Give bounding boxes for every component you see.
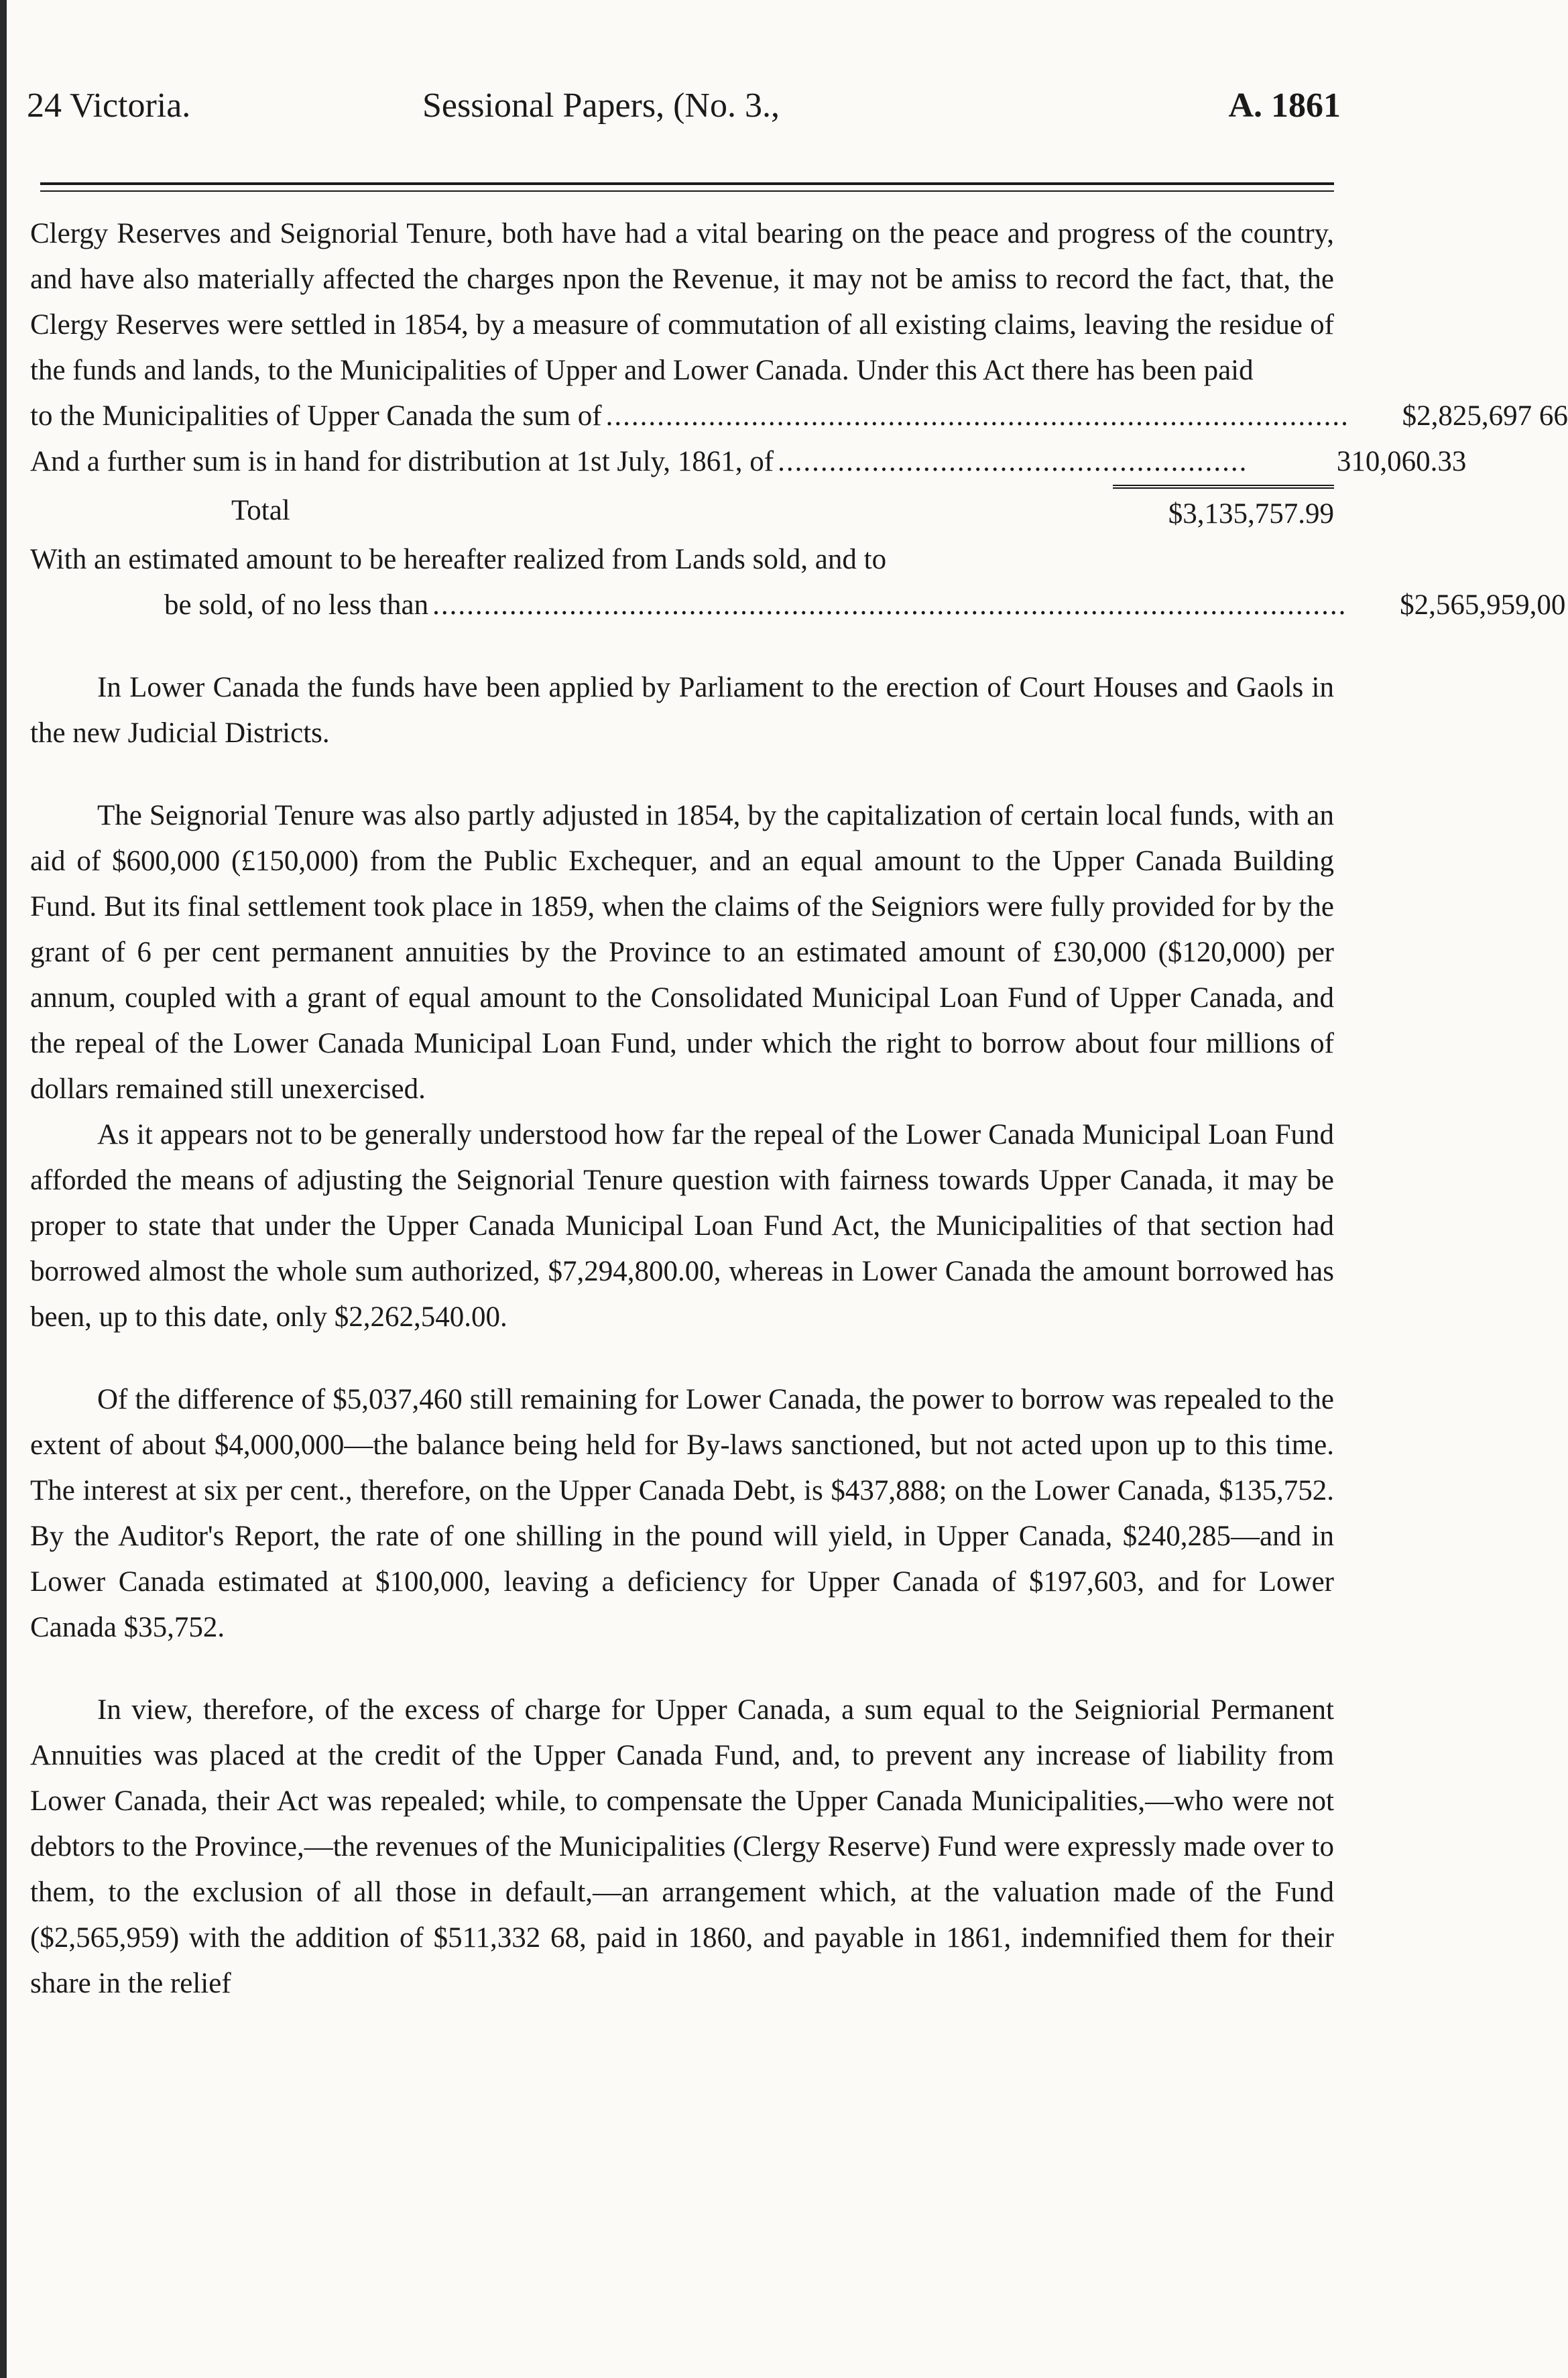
paragraph-seignorial-tenure: The Seignorial Tenure was also partly adjusted in 1854, by the capitalization of certain local funds, with an aid of $600,000 (£150,000) from the Public Exchequer, and an equal amount to the Upper Canada Building Fund. But its final settlement took place in 1859, when the claims of the Seigniors were fully provided for by the grant of 6 per cent permanent annuities by the Province to an estimated amount of £30,000 ($120,000) per annum, coupled with a grant of equal amount to the Consolidated Municipal Loan Fund of Upper Canada, and the repeal of the Lower Canada Municipal Loan Fund, under which the right to borrow about four millions of dollars remained still unexercised. (30, 800, 1334, 1105)
ledger-row-in-hand (30, 439, 1467, 485)
ledger-label: Total (231, 495, 290, 526)
header-rule-bottom (40, 190, 1334, 192)
ledger-amount: $2,565,959,00 (1400, 589, 1566, 621)
header-title: Sessional Papers, (No. 3., (422, 86, 780, 125)
ledger-label: With an estimated amount to be hereafter realized from Lands sold, and to (30, 544, 887, 575)
paragraph-loan-fund: As it appears not to be generally understood how far the repeal of the Lower Canada Municipal Loan Fund afforded the means of adjusting the Seignorial Tenure question with fairness towards Upper Canada, it may be proper to state that under the Upper Canada Municipal Loan Fund Act, the Municipalities of that section had borrowed almost the whole sum authorized, $7,294,800.00, whereas in Lower Canada the amount borrowed has been, up to this date, only $2,262,540.00. (30, 1119, 1334, 1333)
ledger-row-estimate (30, 537, 1566, 628)
page-body (30, 211, 1568, 2007)
header-year: A. 1861 (1228, 86, 1341, 125)
ledger-amount: 310,060.33 (1336, 446, 1467, 477)
dot-leader: ....................................................................................... (605, 400, 1349, 432)
ledger-label: And a further sum is in hand for distribution at 1st July, 1861, of (30, 446, 774, 477)
paragraph-difference: Of the difference of $5,037,460 still remaining for Lower Canada, the power to borrow was repealed to the extent of about $4,000,000—the balance being held for By-laws sanctioned, but not acted upon up to this time. The interest at six per cent., therefore, on the Upper Canada Debt, is $437,888; on the Lower Canada, $135,752. By the Auditor's Report, the rate of one shilling in the pound will yield, in Upper Canada, $240,285—and in Lower Canada estimated at $100,000, leaving a deficiency for Upper Canada of $197,603, and for Lower Canada $35,752. (30, 1384, 1334, 1643)
paragraph-lower-canada-funds: In Lower Canada the funds have been applied by Parliament to the erection of Court Houses and Gaols in the new Judicial Districts. (30, 672, 1334, 749)
paragraph-excess-charge: In view, therefore, of the excess of charge for Upper Canada, a sum equal to the Seigniorial Permanent Annuities was placed at the credit of the Upper Canada Fund, and, to prevent any increase of liability from Lower Canada, their Act was repealed; while, to compensate the Upper Canada Municipalities,—who were not debtors to the Province,—the revenues of the Municipalities (Clergy Reserve) Fund were expressly made over to them, to the exclusion of all those in default,—an arrangement which, at the valuation made of the Fund ($2,565,959) with the addition of $511,332 68, paid in 1860, and payable in 1861, indemnified them for their share in the relief (30, 1694, 1334, 1999)
ledger-label: to the Municipalities of Upper Canada the sum of (30, 400, 602, 432)
dot-leader: ....................................................... (778, 446, 1248, 477)
scan-edge (0, 0, 7, 2378)
ledger-row-paid (30, 394, 1568, 439)
ledger-label: be sold, of no less than (164, 589, 429, 621)
ledger-row-total (30, 485, 1334, 537)
ledger-amount: $3,135,757.99 (1113, 485, 1334, 537)
running-header (27, 86, 1341, 146)
ledger-amount: $2,825,697 66 (1402, 400, 1568, 432)
paragraph-clergy-reserves: Clergy Reserves and Seignorial Tenure, both have had a vital bearing on the peace and progress of the country, and have also materially affected the charges npon the Revenue, it may not be amiss to record the fact, that, the Clergy Reserves were settled in 1854, by a measure of commutation of all existing claims, leaving the residue of the funds and lands, to the Municipalities of Upper and Lower Canada. Under this Act there has been paid (30, 218, 1334, 386)
dot-leader: ........................................................................................................... (432, 589, 1347, 621)
header-rule-top (40, 182, 1334, 185)
header-session: 24 Victoria. (27, 86, 191, 125)
